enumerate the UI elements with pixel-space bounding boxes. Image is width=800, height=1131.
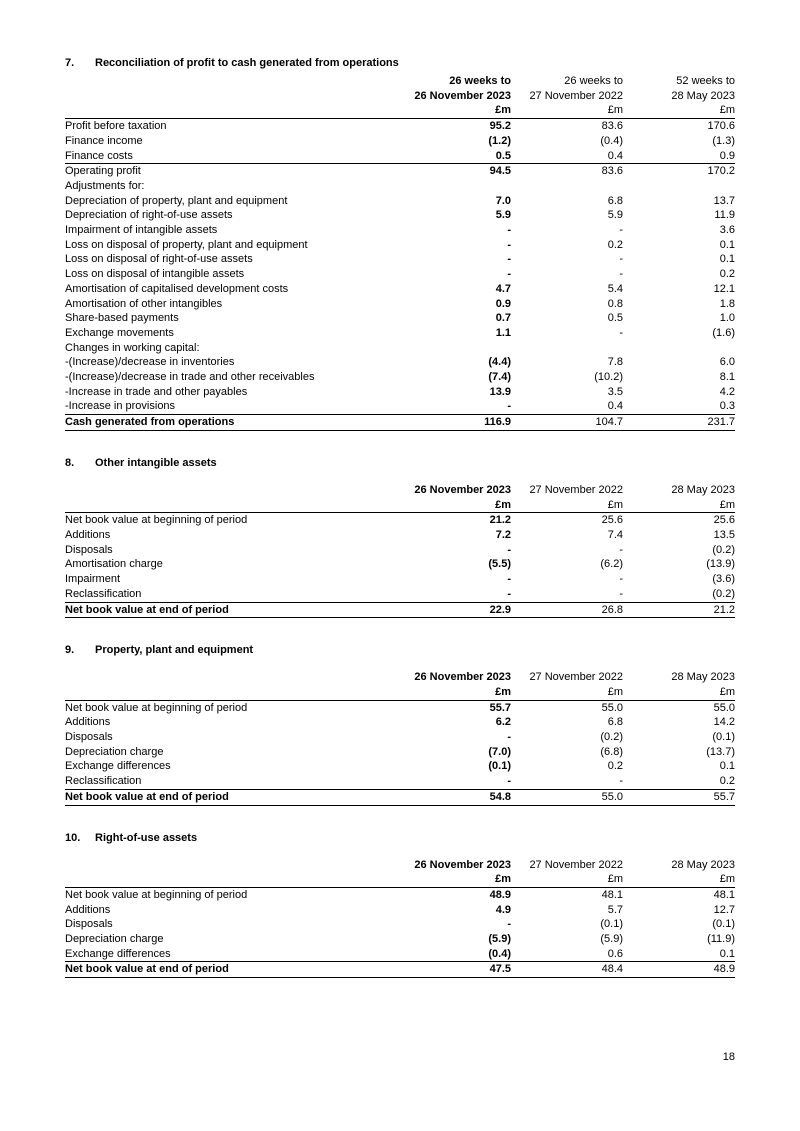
header-row — [65, 858, 735, 873]
row-value — [399, 341, 511, 356]
row-label: Amortisation of other intangibles — [65, 297, 223, 310]
row-value: 0.2 — [719, 268, 735, 281]
row-value: (0.2) — [600, 731, 623, 744]
row-label: Cash generated from operations — [65, 415, 399, 431]
row-value: (7.0) — [488, 745, 511, 758]
section-heading — [65, 57, 735, 69]
row-label: Reclassification — [65, 775, 142, 788]
row-value: - — [507, 731, 511, 744]
row-value: 0.3 — [719, 400, 735, 413]
header-spacer — [65, 103, 399, 118]
row-value: 13.9 — [489, 385, 511, 398]
header-spacer — [65, 685, 399, 700]
header-row — [65, 89, 735, 104]
row-value: (1.6) — [712, 326, 735, 339]
row-value: 1.0 — [719, 312, 735, 325]
row-value: 116.9 — [399, 415, 511, 431]
column-header: 27 November 2022 — [529, 858, 623, 871]
row-value: - — [507, 918, 511, 931]
row-value: 0.1 — [719, 947, 735, 960]
row-label: Net book value at beginning of period — [65, 514, 248, 527]
row-value: - — [507, 573, 511, 586]
row-value: 83.6 — [511, 164, 623, 179]
row-value: (3.6) — [712, 573, 735, 586]
table-row — [65, 399, 735, 414]
row-value: (5.9) — [488, 933, 511, 946]
header-row — [65, 74, 735, 89]
column-header: 26 November 2023 — [414, 89, 511, 102]
row-label: Depreciation charge — [65, 745, 164, 758]
row-value: 7.0 — [495, 194, 511, 207]
row-value: 7.8 — [607, 356, 623, 369]
row-value: 170.6 — [707, 120, 735, 133]
row-value: - — [619, 268, 623, 281]
row-value: - — [619, 573, 623, 586]
column-header: £m — [511, 872, 623, 887]
table-row — [65, 370, 735, 385]
row-value: (7.4) — [488, 371, 511, 384]
row-value: 7.4 — [607, 528, 623, 541]
table-row — [65, 208, 735, 223]
row-value: 0.7 — [495, 312, 511, 325]
row-value: 11.9 — [714, 209, 735, 222]
table-row — [65, 947, 735, 962]
table-row — [65, 528, 735, 543]
row-value: 21.2 — [489, 514, 511, 527]
section-title: Right-of-use assets — [95, 831, 198, 844]
table-row — [65, 745, 735, 760]
column-header: £m — [511, 498, 623, 513]
row-value: 6.8 — [607, 194, 623, 207]
table-row — [65, 119, 735, 134]
row-value: 5.9 — [607, 209, 623, 222]
column-header: 52 weeks to — [676, 75, 735, 87]
row-value: - — [619, 587, 623, 600]
row-label: Depreciation charge — [65, 933, 164, 946]
section-number: 8. — [65, 456, 75, 469]
row-label: Impairment — [65, 573, 121, 586]
table-row — [65, 267, 735, 282]
row-label: Impairment of intangible assets — [65, 224, 218, 237]
row-label: Additions — [65, 528, 111, 541]
header-row — [65, 483, 735, 498]
row-value: 5.7 — [607, 903, 623, 916]
section-9 — [65, 644, 735, 805]
row-value: (10.2) — [594, 371, 623, 384]
column-header: £m — [399, 103, 511, 118]
column-header: 27 November 2022 — [529, 483, 623, 496]
row-value: (5.9) — [600, 933, 623, 946]
row-value: 48.1 — [601, 888, 623, 901]
row-value: (13.9) — [706, 558, 735, 571]
column-header: £m — [623, 498, 735, 513]
row-value: 55.0 — [511, 789, 623, 805]
row-label: Loss on disposal of right-of-use assets — [65, 253, 253, 266]
header-spacer — [65, 483, 399, 498]
header-row — [65, 670, 735, 685]
row-value: 95.2 — [489, 120, 511, 133]
financial-table — [65, 483, 735, 618]
table-row — [65, 759, 735, 774]
row-value: 94.5 — [399, 164, 511, 179]
header-spacer — [65, 670, 399, 685]
row-value: - — [619, 543, 623, 556]
row-label: Exchange movements — [65, 326, 174, 339]
header-row — [65, 685, 735, 700]
row-label: Loss on disposal of intangible assets — [65, 268, 245, 281]
row-value: 1.8 — [719, 297, 735, 310]
row-value: - — [619, 253, 623, 266]
row-value: 0.4 — [607, 400, 623, 413]
row-value: (11.9) — [707, 933, 735, 946]
column-header: 26 November 2023 — [414, 483, 511, 496]
column-header: 26 weeks to — [564, 75, 623, 87]
table-row — [65, 572, 735, 587]
row-value: 0.9 — [719, 149, 735, 162]
row-value — [623, 341, 735, 356]
section-number: 7. — [65, 57, 75, 69]
row-value: (0.1) — [600, 918, 623, 931]
row-value: - — [619, 224, 623, 237]
row-value: - — [507, 400, 511, 413]
table-row — [65, 164, 735, 179]
row-label: Net book value at beginning of period — [65, 701, 248, 714]
header-spacer — [65, 872, 399, 887]
row-value: 0.1 — [719, 238, 735, 251]
row-value: (0.4) — [600, 134, 623, 147]
table-row — [65, 415, 735, 431]
row-label: Operating profit — [65, 164, 399, 179]
row-value: 6.2 — [495, 716, 511, 729]
row-value: 48.4 — [511, 962, 623, 978]
row-value: 26.8 — [511, 602, 623, 618]
sections — [65, 57, 735, 978]
row-value: 6.8 — [607, 716, 623, 729]
table-row — [65, 311, 735, 326]
row-label: Disposals — [65, 918, 113, 931]
row-value: 48.1 — [713, 888, 735, 901]
section-10 — [65, 832, 735, 979]
row-value: (0.1) — [712, 918, 735, 931]
table-row — [65, 789, 735, 805]
table-row — [65, 252, 735, 267]
column-header: 28 May 2023 — [671, 858, 735, 871]
row-value: 3.5 — [607, 385, 623, 398]
header-spacer — [65, 89, 399, 104]
row-label: Additions — [65, 903, 111, 916]
table-row — [65, 341, 735, 356]
table-row — [65, 587, 735, 602]
header-row — [65, 498, 735, 513]
column-header: 28 May 2023 — [671, 89, 735, 102]
column-header: £m — [623, 685, 735, 700]
row-label: Loss on disposal of property, plant and equipment — [65, 238, 308, 251]
table-row — [65, 602, 735, 618]
table-row — [65, 887, 735, 902]
table-row — [65, 917, 735, 932]
row-value: 25.6 — [713, 514, 735, 527]
table-row — [65, 903, 735, 918]
column-header: £m — [623, 872, 735, 887]
section-heading — [65, 457, 735, 469]
row-value: 0.5 — [495, 149, 511, 162]
row-label: -Increase in trade and other payables — [65, 385, 248, 398]
row-value: 231.7 — [623, 415, 735, 431]
row-value: 48.9 — [623, 962, 735, 978]
row-value: 55.7 — [623, 789, 735, 805]
column-header: £m — [511, 103, 623, 118]
column-header: 27 November 2022 — [529, 89, 623, 102]
section-heading — [65, 644, 735, 656]
row-label: Finance costs — [65, 149, 133, 162]
row-value: 4.9 — [495, 903, 511, 916]
row-value: 0.1 — [719, 253, 735, 266]
row-label: Net book value at end of period — [65, 789, 399, 805]
column-header: £m — [511, 685, 623, 700]
row-label: Disposals — [65, 543, 113, 556]
section-7 — [65, 57, 735, 431]
row-value: 0.9 — [495, 297, 511, 310]
row-label: Profit before taxation — [65, 120, 167, 133]
row-label: Exchange differences — [65, 947, 171, 960]
table-row — [65, 513, 735, 528]
row-value: 0.1 — [719, 760, 735, 773]
row-value: - — [507, 587, 511, 600]
row-value: 8.1 — [719, 371, 735, 384]
table-row — [65, 194, 735, 209]
row-value: - — [507, 253, 511, 266]
table-row — [65, 730, 735, 745]
column-header: £m — [399, 498, 511, 513]
row-value: 7.2 — [495, 528, 511, 541]
row-value: 55.0 — [713, 701, 735, 714]
section-heading — [65, 832, 735, 844]
row-value: - — [507, 268, 511, 281]
row-value: 3.6 — [719, 224, 735, 237]
row-label: Amortisation of capitalised development costs — [65, 282, 289, 295]
row-value: 0.6 — [607, 947, 623, 960]
table-row — [65, 932, 735, 947]
column-header: £m — [623, 103, 735, 118]
row-label: Net book value at beginning of period — [65, 888, 248, 901]
row-value: - — [619, 775, 623, 788]
table-row — [65, 326, 735, 341]
column-header: 26 weeks to — [449, 75, 511, 87]
row-value: 25.6 — [601, 514, 623, 527]
table-row — [65, 297, 735, 312]
section-title: Property, plant and equipment — [95, 644, 254, 657]
column-header: 27 November 2022 — [529, 671, 623, 684]
table-row — [65, 223, 735, 238]
row-value: (1.2) — [488, 134, 511, 147]
row-value: 14.2 — [713, 716, 735, 729]
row-value: - — [507, 224, 511, 237]
row-value: 5.4 — [607, 282, 623, 295]
row-value: (6.2) — [600, 558, 623, 571]
column-header: 26 November 2023 — [414, 671, 511, 684]
row-value — [511, 341, 623, 356]
row-value: - — [619, 326, 623, 339]
row-value: (5.5) — [488, 558, 511, 571]
row-value: 12.1 — [713, 282, 735, 295]
row-value: (0.2) — [712, 543, 735, 556]
row-label: Net book value at end of period — [65, 962, 399, 978]
row-label: Depreciation of property, plant and equipment — [65, 194, 288, 207]
row-value: 170.2 — [623, 164, 735, 179]
row-value: (0.1) — [712, 731, 735, 744]
section-8 — [65, 457, 735, 618]
row-value: 22.9 — [399, 602, 511, 618]
row-value: (13.7) — [706, 745, 735, 758]
row-value: 6.0 — [719, 356, 735, 369]
table-row — [65, 715, 735, 730]
row-value: 55.7 — [489, 701, 511, 714]
row-value: 4.2 — [719, 385, 735, 398]
row-value — [623, 179, 735, 194]
row-value: (1.3) — [712, 134, 735, 147]
row-label: -(Increase)/decrease in inventories — [65, 356, 235, 369]
row-value: 13.7 — [713, 194, 735, 207]
row-value: 1.1 — [495, 326, 511, 339]
table-row — [65, 700, 735, 715]
table-row — [65, 134, 735, 149]
row-value: 48.9 — [489, 888, 511, 901]
table-row — [65, 385, 735, 400]
table-row — [65, 962, 735, 978]
financial-table — [65, 858, 735, 979]
row-label: -(Increase)/decrease in trade and other receivables — [65, 371, 315, 384]
header-spacer — [65, 74, 399, 89]
row-value: 55.0 — [601, 701, 623, 714]
row-value: 47.5 — [399, 962, 511, 978]
row-value: (0.4) — [488, 947, 511, 960]
row-value: 0.2 — [607, 238, 623, 251]
table-row — [65, 149, 735, 164]
financial-table — [65, 74, 735, 431]
column-header: £m — [399, 685, 511, 700]
row-value: 0.2 — [607, 760, 623, 773]
row-value: 4.7 — [495, 282, 511, 295]
row-value: 0.5 — [607, 312, 623, 325]
row-label: Disposals — [65, 731, 113, 744]
table-row — [65, 238, 735, 253]
column-header: 26 November 2023 — [414, 858, 511, 871]
row-value: - — [507, 238, 511, 251]
row-value: 104.7 — [511, 415, 623, 431]
row-value: 0.4 — [607, 149, 623, 162]
row-label: Additions — [65, 716, 111, 729]
row-value: (6.8) — [600, 745, 623, 758]
column-header: £m — [399, 872, 511, 887]
header-row — [65, 872, 735, 887]
column-header: 28 May 2023 — [671, 671, 735, 684]
row-label: Net book value at end of period — [65, 602, 399, 618]
row-label: Finance income — [65, 134, 143, 147]
financial-table — [65, 670, 735, 805]
row-label: Amortisation charge — [65, 558, 163, 571]
row-value: 0.2 — [719, 775, 735, 788]
row-value: 13.5 — [713, 528, 735, 541]
table-row — [65, 557, 735, 572]
row-label: Adjustments for: — [65, 179, 145, 192]
row-value: (0.2) — [712, 587, 735, 600]
header-spacer — [65, 858, 399, 873]
table-row — [65, 543, 735, 558]
section-number: 10. — [65, 831, 81, 844]
row-value: (4.4) — [488, 356, 511, 369]
row-value: (0.1) — [488, 760, 511, 773]
table-row — [65, 282, 735, 297]
row-value: 0.8 — [607, 297, 623, 310]
row-value — [399, 179, 511, 194]
row-value: 5.9 — [495, 209, 511, 222]
header-spacer — [65, 498, 399, 513]
row-value: 21.2 — [623, 602, 735, 618]
section-title: Reconciliation of profit to cash generated from operations — [95, 57, 399, 69]
row-value: - — [507, 775, 511, 788]
page-number: 18 — [722, 1051, 735, 1063]
row-value: 83.6 — [601, 120, 623, 133]
section-number: 9. — [65, 644, 75, 657]
row-value: 12.7 — [713, 903, 735, 916]
row-value — [511, 179, 623, 194]
header-row — [65, 103, 735, 118]
row-label: Changes in working capital: — [65, 341, 200, 354]
row-label: Share-based payments — [65, 312, 179, 325]
row-label: Depreciation of right-of-use assets — [65, 209, 233, 222]
row-label: Reclassification — [65, 587, 142, 600]
row-label: Exchange differences — [65, 760, 171, 773]
row-label: -Increase in provisions — [65, 400, 176, 413]
row-value: 54.8 — [399, 789, 511, 805]
section-title: Other intangible assets — [95, 456, 217, 469]
column-header: 28 May 2023 — [671, 483, 735, 496]
row-value: - — [507, 543, 511, 556]
table-row — [65, 355, 735, 370]
table-row — [65, 774, 735, 789]
table-row — [65, 179, 735, 194]
